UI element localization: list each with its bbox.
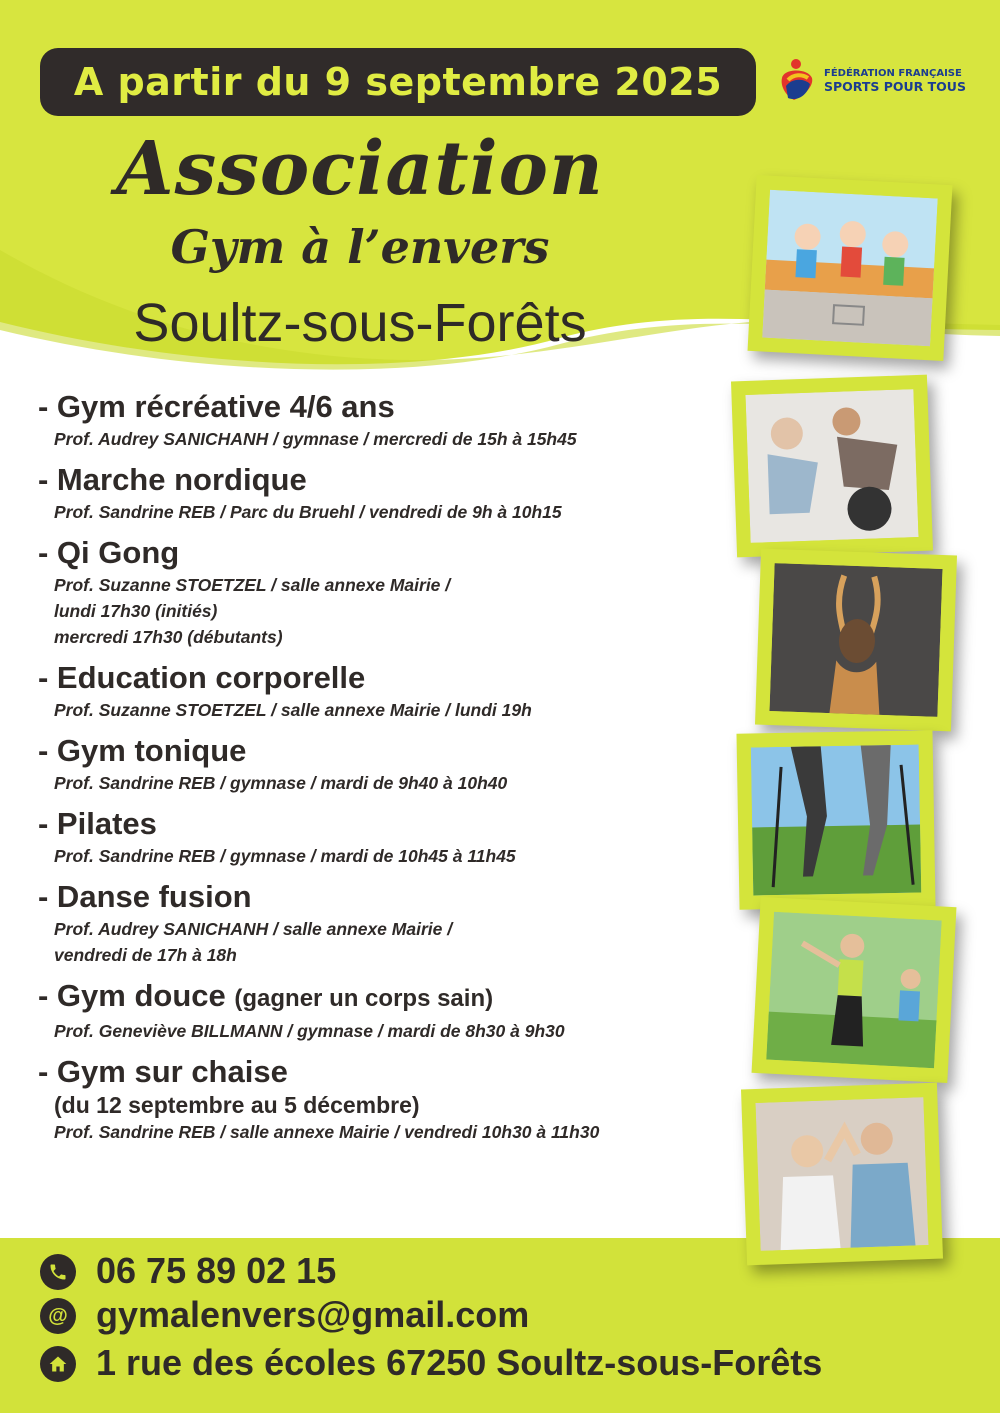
nordic-walking-photo-icon — [751, 745, 922, 896]
title-city: Soultz-sous-Forêts — [133, 293, 587, 353]
activity-name: - Gym récréative 4/6 ans — [38, 389, 395, 424]
activity-detail: Prof. Audrey SANICHANH / salle annexe Mairie / — [54, 919, 453, 939]
activity-detail: vendredi de 17h à 18h — [54, 945, 237, 965]
activity-name: - Qi Gong — [38, 535, 180, 570]
activity-detail: Prof. Sandrine REB / gymnase / mardi de 9h40 à 10h40 — [54, 773, 508, 793]
phone-icon — [40, 1254, 76, 1290]
activity-item — [38, 388, 758, 452]
home-icon — [40, 1346, 76, 1382]
date-banner: A partir du 9 septembre 2025 — [40, 48, 756, 116]
activity-name: - Pilates — [38, 806, 157, 841]
postal-address: 1 rue des écoles 67250 Soultz-sous-Forêts — [96, 1342, 823, 1383]
activity-subtitle: (du 12 septembre au 5 décembre) — [54, 1092, 420, 1118]
photo-pilates-ball — [731, 375, 933, 558]
activity-name: - Gym tonique — [38, 733, 247, 768]
photo-kids-playing — [748, 175, 953, 361]
email-address[interactable]: gymalenvers@gmail.com — [96, 1294, 530, 1335]
activity-detail: Prof. Sandrine REB / salle annexe Mairie / vendredi 10h30 à 11h30 — [54, 1122, 600, 1142]
activity-name: - Marche nordique — [38, 462, 307, 497]
activity-detail: Prof. Suzanne STOETZEL / salle annexe Mairie / lundi 19h — [54, 700, 532, 720]
activity-name: - Gym sur chaise — [38, 1054, 288, 1089]
federation-line2: SPORTS POUR TOUS — [824, 79, 966, 94]
photo-qi-gong — [755, 549, 957, 732]
activity-detail: lundi 17h30 (initiés) — [54, 601, 218, 621]
activity-name: - Education corporelle — [38, 660, 366, 695]
kids-illustration-icon — [762, 190, 938, 347]
title-club-name: Gym à l’envers — [170, 220, 550, 274]
title-association: Association — [116, 126, 604, 212]
activity-name: - Danse fusion — [38, 879, 252, 914]
photo-seniors-high-five — [741, 1083, 943, 1266]
activity-detail: Prof. Sandrine REB / gymnase / mardi de 10h45 à 11h45 — [54, 846, 516, 866]
activity-name-suffix: (gagner un corps sain) — [234, 985, 494, 1012]
activity-item — [38, 732, 758, 796]
federation-line1: FÉDÉRATION FRANÇAISE — [824, 68, 962, 79]
federation-logo — [774, 56, 974, 106]
activity-detail: Prof. Suzanne STOETZEL / salle annexe Mairie / — [54, 575, 451, 595]
activity-item — [38, 534, 758, 650]
seniors-photo-icon — [755, 1097, 928, 1251]
photo-nordic-walking — [736, 730, 935, 909]
activity-item — [38, 1053, 758, 1145]
activity-name — [38, 977, 758, 1018]
at-icon: @ — [40, 1298, 76, 1334]
activity-detail: Prof. Sandrine REB / Parc du Bruehl / vendredi de 9h à 10h15 — [54, 502, 562, 522]
activities-list — [38, 388, 758, 1154]
pilates-photo-icon — [745, 389, 918, 543]
activity-detail: Prof. Audrey SANICHANH / gymnase / mercredi de 15h à 15h45 — [54, 429, 577, 449]
activity-item — [38, 659, 758, 723]
activity-item — [38, 461, 758, 525]
activity-item — [38, 805, 758, 869]
activity-item — [38, 878, 758, 968]
activity-detail: Prof. Geneviève BILLMANN / gymnase / mardi de 8h30 à 9h30 — [54, 1021, 565, 1041]
activity-name-main: - Gym douce — [38, 978, 226, 1013]
activity-detail: mercredi 17h30 (débutants) — [54, 627, 283, 647]
federation-logo-icon — [774, 56, 820, 106]
photo-dance-outdoor — [752, 897, 957, 1083]
phone-number[interactable]: 06 75 89 02 15 — [96, 1250, 337, 1291]
activity-item — [38, 977, 758, 1044]
dance-photo-icon — [766, 912, 942, 1069]
qigong-photo-icon — [769, 563, 942, 717]
